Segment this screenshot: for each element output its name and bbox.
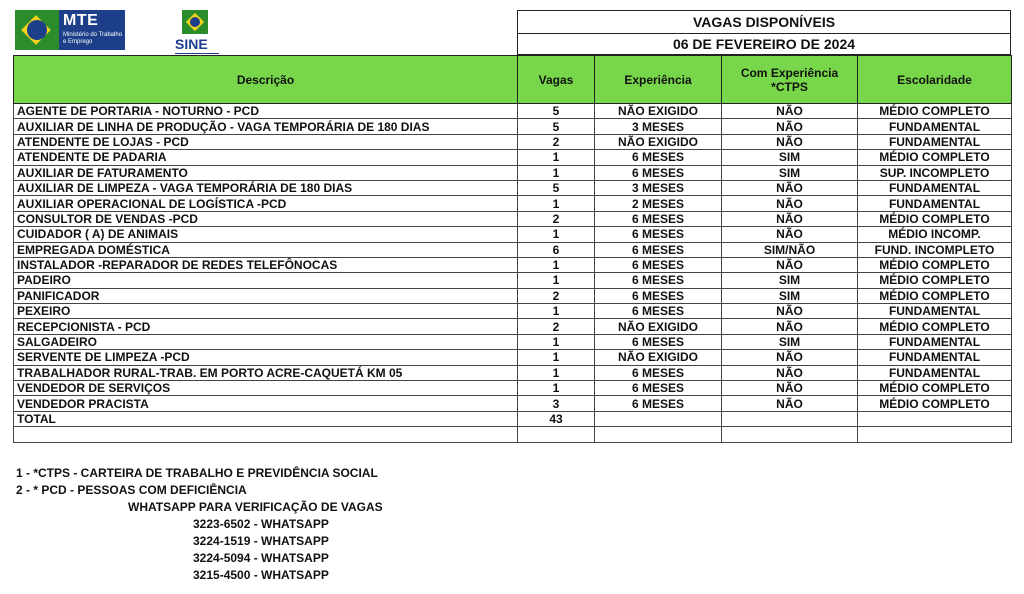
cell-vagas: 5: [518, 180, 595, 195]
cell-vagas: 1: [518, 257, 595, 272]
cell-experiencia: 6 MESES: [595, 211, 722, 226]
cell-experiencia: 3 MESES: [595, 180, 722, 195]
cell-com-experiencia: SIM: [722, 273, 858, 288]
sine-logo: [172, 10, 222, 54]
empty-cell: [518, 427, 595, 442]
col-header-experiencia: Experiência: [595, 56, 722, 104]
cell-com-experiencia: NÃO: [722, 134, 858, 149]
cell-vagas: 1: [518, 165, 595, 180]
cell-experiencia: 6 MESES: [595, 242, 722, 257]
cell-descricao: AGENTE DE PORTARIA - NOTURNO - PCD: [14, 104, 518, 119]
cell-escolaridade: FUNDAMENTAL: [858, 119, 1012, 134]
empty-cell: [595, 427, 722, 442]
cell-descricao: INSTALADOR -REPARADOR DE REDES TELEFÔNOCAS: [14, 257, 518, 272]
cell-experiencia: 6 MESES: [595, 304, 722, 319]
table-row: [14, 257, 1012, 272]
cell-descricao: ATENDENTE DE LOJAS - PCD: [14, 134, 518, 149]
cell-vagas: 5: [518, 104, 595, 119]
cell-escolaridade: FUNDAMENTAL: [858, 134, 1012, 149]
cell-vagas: 1: [518, 150, 595, 165]
cell-escolaridade: FUNDAMENTAL: [858, 180, 1012, 195]
table-row: [14, 211, 1012, 226]
cell-experiencia: NÃO EXIGIDO: [595, 350, 722, 365]
cell-descricao: VENDEDOR PRACISTA: [14, 396, 518, 411]
cell-escolaridade: MÉDIO COMPLETO: [858, 381, 1012, 396]
cell-com-experiencia: NÃO: [722, 350, 858, 365]
table-row: [14, 350, 1012, 365]
cell-escolaridade: FUNDAMENTAL: [858, 365, 1012, 380]
cell-descricao: CONSULTOR DE VENDAS -PCD: [14, 211, 518, 226]
cell-descricao: PADEIRO: [14, 273, 518, 288]
cell-escolaridade: MÉDIO INCOMP.: [858, 227, 1012, 242]
cell-com-experiencia: SIM: [722, 334, 858, 349]
whatsapp-phone: 3224-1519 - WHATSAPP: [193, 534, 329, 548]
cell-com-experiencia: NÃO: [722, 211, 858, 226]
cell-experiencia: 6 MESES: [595, 273, 722, 288]
col-header-descricao: Descrição: [14, 56, 518, 104]
table-row: [14, 180, 1012, 195]
table-row: [14, 134, 1012, 149]
cell-vagas: 1: [518, 350, 595, 365]
whatsapp-phone: 3224-5094 - WHATSAPP: [193, 551, 329, 565]
cell-experiencia: 6 MESES: [595, 365, 722, 380]
cell-vagas: 2: [518, 319, 595, 334]
sine-logo-text: SINE: [175, 36, 208, 52]
cell-experiencia: 6 MESES: [595, 381, 722, 396]
cell-vagas: 3: [518, 396, 595, 411]
table-row: [14, 334, 1012, 349]
empty-cell: [858, 427, 1012, 442]
cell-com-experiencia: SIM: [722, 288, 858, 303]
title-box: [517, 10, 1011, 55]
cell-descricao: VENDEDOR DE SERVIÇOS: [14, 381, 518, 396]
cell-escolaridade: MÉDIO COMPLETO: [858, 150, 1012, 165]
cell-vagas: 2: [518, 211, 595, 226]
cell-vagas: 1: [518, 334, 595, 349]
cell-experiencia: 6 MESES: [595, 288, 722, 303]
cell-escolaridade: FUNDAMENTAL: [858, 350, 1012, 365]
total-label: TOTAL: [14, 411, 518, 426]
cell-com-experiencia: SIM: [722, 165, 858, 180]
table-row: [14, 119, 1012, 134]
cell-vagas: 1: [518, 365, 595, 380]
col-header-vagas: Vagas: [518, 56, 595, 104]
cell-com-experiencia: NÃO: [722, 304, 858, 319]
mte-logo: [15, 10, 127, 50]
empty-cell: [595, 411, 722, 426]
cell-descricao: SALGADEIRO: [14, 334, 518, 349]
table-row: [14, 273, 1012, 288]
cell-descricao: TRABALHADOR RURAL-TRAB. EM PORTO ACRE-CAQUETÁ KM 05: [14, 365, 518, 380]
cell-com-experiencia: NÃO: [722, 381, 858, 396]
cell-experiencia: 6 MESES: [595, 257, 722, 272]
table-row: [14, 196, 1012, 211]
cell-descricao: AUXILIAR DE LIMPEZA - VAGA TEMPORÁRIA DE 180 DIAS: [14, 180, 518, 195]
empty-cell: [14, 427, 518, 442]
col-header-escolaridade: Escolaridade: [858, 56, 1012, 104]
cell-descricao: SERVENTE DE LIMPEZA -PCD: [14, 350, 518, 365]
table-row: [14, 304, 1012, 319]
table-row: [14, 227, 1012, 242]
cell-escolaridade: FUND. INCOMPLETO: [858, 242, 1012, 257]
cell-escolaridade: MÉDIO COMPLETO: [858, 319, 1012, 334]
cell-vagas: 5: [518, 119, 595, 134]
cell-com-experiencia: NÃO: [722, 196, 858, 211]
cell-vagas: 6: [518, 242, 595, 257]
cell-vagas: 1: [518, 304, 595, 319]
cell-com-experiencia: NÃO: [722, 396, 858, 411]
table-row: [14, 396, 1012, 411]
cell-com-experiencia: NÃO: [722, 180, 858, 195]
page-title: VAGAS DISPONÍVEIS: [518, 11, 1010, 34]
cell-com-experiencia: SIM: [722, 150, 858, 165]
table-row: [14, 150, 1012, 165]
cell-descricao: ATENDENTE DE PADARIA: [14, 150, 518, 165]
table-row: [14, 242, 1012, 257]
cell-experiencia: 6 MESES: [595, 165, 722, 180]
page-date: 06 DE FEVEREIRO DE 2024: [672, 36, 856, 52]
empty-cell: [858, 411, 1012, 426]
note-pcd: 2 - * PCD - PESSOAS COM DEFICIÊNCIA: [16, 483, 247, 497]
cell-descricao: PEXEIRO: [14, 304, 518, 319]
table-row: [14, 288, 1012, 303]
cell-vagas: 1: [518, 273, 595, 288]
table-row: [14, 365, 1012, 380]
cell-com-experiencia: NÃO: [722, 257, 858, 272]
cell-vagas: 1: [518, 381, 595, 396]
cell-vagas: 2: [518, 288, 595, 303]
cell-vagas: 1: [518, 227, 595, 242]
vacancies-table: [13, 55, 1012, 443]
table-row: [14, 104, 1012, 119]
brazil-flag-icon: [182, 10, 208, 34]
whatsapp-phone: 3223-6502 - WHATSAPP: [193, 517, 329, 531]
cell-escolaridade: MÉDIO COMPLETO: [858, 396, 1012, 411]
cell-com-experiencia: SIM/NÃO: [722, 242, 858, 257]
brazil-flag-icon: [15, 10, 59, 50]
total-value: 43: [518, 411, 595, 426]
cell-escolaridade: MÉDIO COMPLETO: [858, 104, 1012, 119]
cell-experiencia: 6 MESES: [595, 396, 722, 411]
cell-descricao: EMPREGADA DOMÉSTICA: [14, 242, 518, 257]
table-total-row: [14, 411, 1012, 426]
col-header-com-experiencia: Com Experiência *CTPS: [722, 56, 858, 104]
cell-escolaridade: FUNDAMENTAL: [858, 304, 1012, 319]
cell-com-experiencia: NÃO: [722, 319, 858, 334]
cell-descricao: AUXILIAR DE FATURAMENTO: [14, 165, 518, 180]
cell-experiencia: 6 MESES: [595, 227, 722, 242]
cell-escolaridade: MÉDIO COMPLETO: [858, 273, 1012, 288]
table-row: [14, 381, 1012, 396]
cell-com-experiencia: NÃO: [722, 227, 858, 242]
whatsapp-title: WHATSAPP PARA VERIFICAÇÃO DE VAGAS: [128, 500, 383, 514]
empty-cell: [722, 427, 858, 442]
cell-com-experiencia: NÃO: [722, 365, 858, 380]
cell-escolaridade: MÉDIO COMPLETO: [858, 288, 1012, 303]
cell-escolaridade: SUP. INCOMPLETO: [858, 165, 1012, 180]
table-header-row: [14, 56, 1012, 104]
cell-experiencia: 3 MESES: [595, 119, 722, 134]
mte-logo-text: MTE: [63, 12, 99, 29]
cell-descricao: PANIFICADOR: [14, 288, 518, 303]
cell-escolaridade: FUNDAMENTAL: [858, 196, 1012, 211]
cell-escolaridade: FUNDAMENTAL: [858, 334, 1012, 349]
cell-descricao: AUXILIAR DE LINHA DE PRODUÇÃO - VAGA TEMPORÁRIA DE 180 DIAS: [14, 119, 518, 134]
whatsapp-phone: 3215-4500 - WHATSAPP: [193, 568, 329, 582]
table-row: [14, 319, 1012, 334]
cell-vagas: 2: [518, 134, 595, 149]
cell-escolaridade: MÉDIO COMPLETO: [858, 257, 1012, 272]
cell-experiencia: 6 MESES: [595, 334, 722, 349]
table-row: [14, 165, 1012, 180]
cell-com-experiencia: NÃO: [722, 104, 858, 119]
footnotes: [16, 465, 383, 584]
table-blank-row: [14, 427, 1012, 442]
cell-descricao: AUXILIAR OPERACIONAL DE LOGÍSTICA -PCD: [14, 196, 518, 211]
cell-experiencia: NÃO EXIGIDO: [595, 134, 722, 149]
cell-experiencia: 6 MESES: [595, 150, 722, 165]
cell-vagas: 1: [518, 196, 595, 211]
cell-experiencia: 2 MESES: [595, 196, 722, 211]
empty-cell: [722, 411, 858, 426]
cell-com-experiencia: NÃO: [722, 119, 858, 134]
note-ctps: 1 - *CTPS - CARTEIRA DE TRABALHO E PREVIDÊNCIA SOCIAL: [16, 466, 378, 480]
cell-escolaridade: MÉDIO COMPLETO: [858, 211, 1012, 226]
cell-descricao: RECEPCIONISTA - PCD: [14, 319, 518, 334]
mte-logo-subtitle: Ministério do Trabalho e Emprego: [63, 32, 123, 45]
cell-experiencia: NÃO EXIGIDO: [595, 319, 722, 334]
cell-descricao: CUIDADOR ( A) DE ANIMAIS: [14, 227, 518, 242]
cell-experiencia: NÃO EXIGIDO: [595, 104, 722, 119]
